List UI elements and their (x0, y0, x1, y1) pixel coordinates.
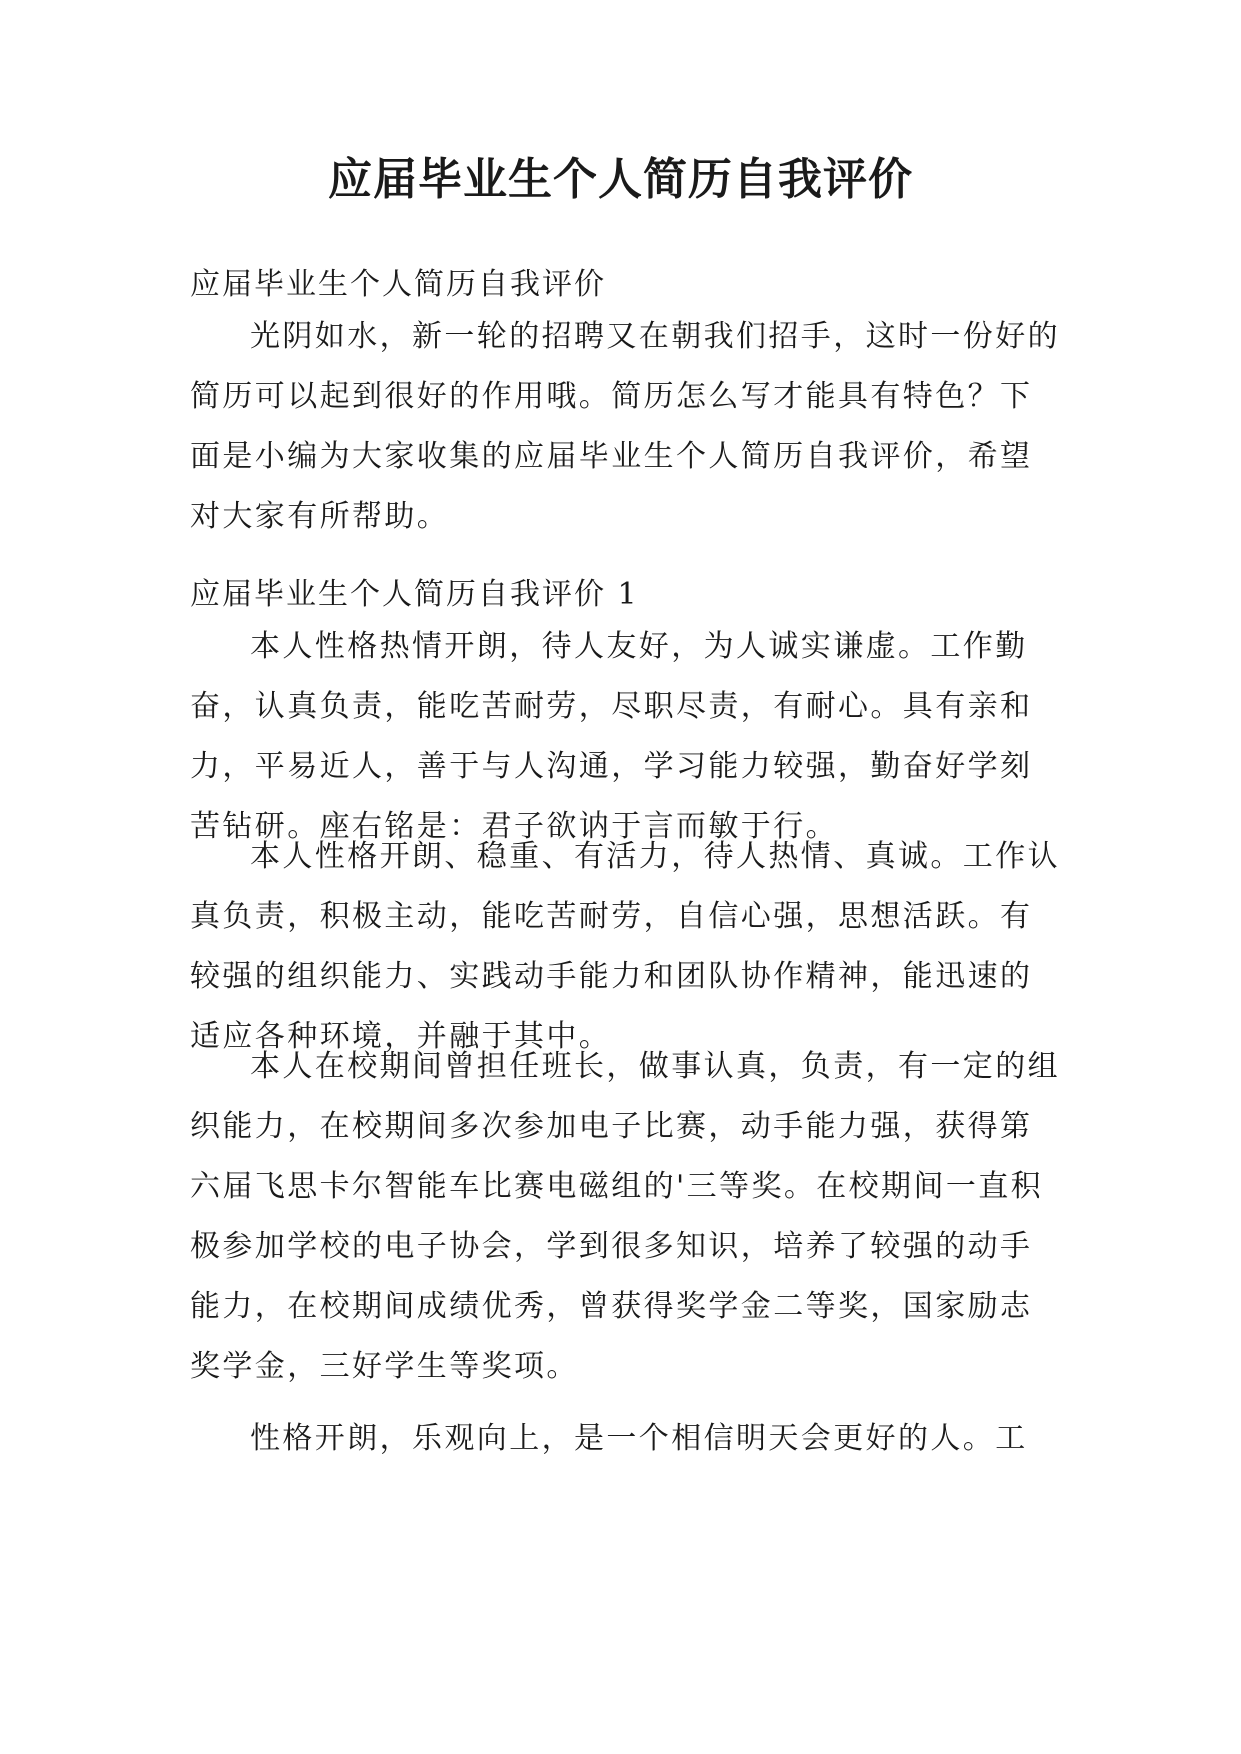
document-subtitle: 应届毕业生个人简历自我评价 (190, 267, 606, 302)
intro-paragraph: 光阴如水，新一轮的招聘又在朝我们招手，这时一份好的简历可以起到很好的作用哦。简历怎么写才能具有特色？下面是小编为大家收集的应届毕业生个人简历自我评价，希望对大家有所帮助。 (190, 319, 1060, 534)
body-paragraph: 本人在校期间曾担任班长，做事认真，负责，有一定的组织能力，在校期间多次参加电子比赛，动手能力强，获得第六届飞思卡尔智能车比赛电磁组的'三等奖。在校期间一直积极参加学校的电子协会，学到很多知识，培养了较强的动手能力，在校期间成绩优秀，曾获得奖学金二等奖，国家励志奖学金，三好学生等奖项。 (190, 1049, 1060, 1384)
section-heading: 应届毕业生个人简历自我评价 1 (190, 577, 639, 612)
body-paragraph: 本人性格开朗、稳重、有活力，待人热情、真诚。工作认真负责，积极主动，能吃苦耐劳，自信心强，思想活跃。有较强的组织能力、实践动手能力和团队协作精神，能迅速的适应各种环境，并融于其中。 (190, 839, 1060, 1054)
body-paragraph: 性格开朗，乐观向上，是一个相信明天会更好的人。工 (250, 1421, 1028, 1456)
document-title: 应届毕业生个人简历自我评价 (328, 154, 913, 205)
body-paragraph: 本人性格热情开朗，待人友好，为人诚实谦虚。工作勤奋，认真负责，能吃苦耐劳，尽职尽责，有耐心。具有亲和力，平易近人，善于与人沟通，学习能力较强，勤奋好学刻苦钻研。座右铭是：君子欲讷于言而敏于行。 (190, 629, 1033, 844)
